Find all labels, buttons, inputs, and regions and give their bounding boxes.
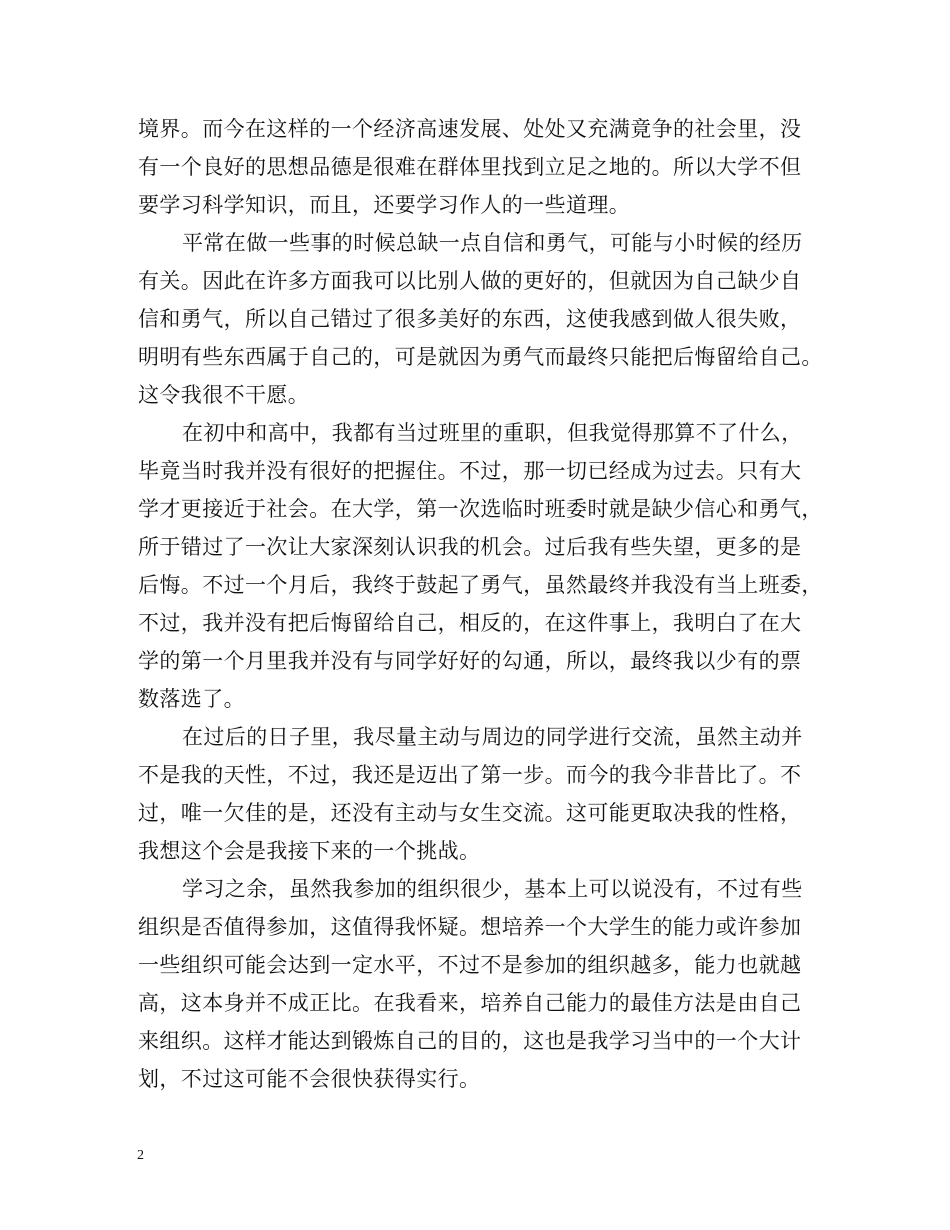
text-line: 组织是否值得参加，这值得我怀疑。想培养一个大学生的能力或许参加 xyxy=(138,915,802,939)
text-line: 有一个良好的思想品德是很难在群体里找到立足之地的。所以大学不但 xyxy=(138,155,802,179)
paragraph-first-line: 平常在做一些事的时候总缺一点自信和勇气，可能与小时候的经历 xyxy=(182,231,803,255)
text-line: 要学习科学知识，而且，还要学习作人的一些道理。 xyxy=(138,193,631,217)
text-line: 信和勇气，所以自己错过了很多美好的东西，这使我感到做人很失败， xyxy=(138,307,802,331)
text-line: 学的第一个月里我并没有与同学好好的勾通，所以，最终我以少有的票 xyxy=(138,649,802,673)
paragraph-first-line: 学习之余，虽然我参加的组织很少，基本上可以说没有，不过有些 xyxy=(182,877,803,901)
text-line: 划，不过这可能不会很快获得实行。 xyxy=(138,1067,481,1091)
text-line: 毕竟当时我并没有很好的把握住。不过，那一切已经成为过去。只有大 xyxy=(138,459,802,483)
text-line: 境界。而今在这样的一个经济高速发展、处处又充满竟争的社会里，没 xyxy=(138,117,802,141)
paragraph-first-line: 在过后的日子里，我尽量主动与周边的同学进行交流，虽然主动并 xyxy=(182,725,803,749)
text-line: 一些组织可能会达到一定水平，不过不是参加的组织越多，能力也就越 xyxy=(138,953,802,977)
text-line: 不是我的天性，不过，我还是迈出了第一步。而今的我今非昔比了。不 xyxy=(138,763,802,787)
paragraph-first-line: 在初中和高中，我都有当过班里的重职，但我觉得那算不了什么， xyxy=(182,421,803,445)
text-line: 所于错过了一次让大家深刻认识我的机会。过后我有些失望，更多的是 xyxy=(138,535,802,559)
text-line: 不过，我并没有把后悔留给自己，相反的，在这件事上，我明白了在大 xyxy=(138,611,802,635)
text-line: 过，唯一欠佳的是，还没有主动与女生交流。这可能更取决我的性格， xyxy=(138,801,802,825)
text-line: 数落选了。 xyxy=(138,687,245,711)
text-line: 我想这个会是我接下来的一个挑战。 xyxy=(138,839,481,863)
text-line: 后悔。不过一个月后，我终于鼓起了勇气，虽然最终并我没有当上班委， xyxy=(138,573,823,597)
text-line: 这令我很不干愿。 xyxy=(138,383,310,407)
text-line: 有关。因此在许多方面我可以比别人做的更好的，但就因为自己缺少自 xyxy=(138,269,802,293)
text-line: 学才更接近于社会。在大学，第一次选临时班委时就是缺少信心和勇气， xyxy=(138,497,823,521)
text-line: 高，这本身并不成正比。在我看来，培养自己能力的最佳方法是由自己 xyxy=(138,991,802,1015)
text-line: 明明有些东西属于自己的，可是就因为勇气而最终只能把后悔留给自己。 xyxy=(138,345,823,369)
page-number: 2 xyxy=(137,1148,144,1163)
text-line: 来组织。这样才能达到锻炼自己的目的，这也是我学习当中的一个大计 xyxy=(138,1029,802,1053)
